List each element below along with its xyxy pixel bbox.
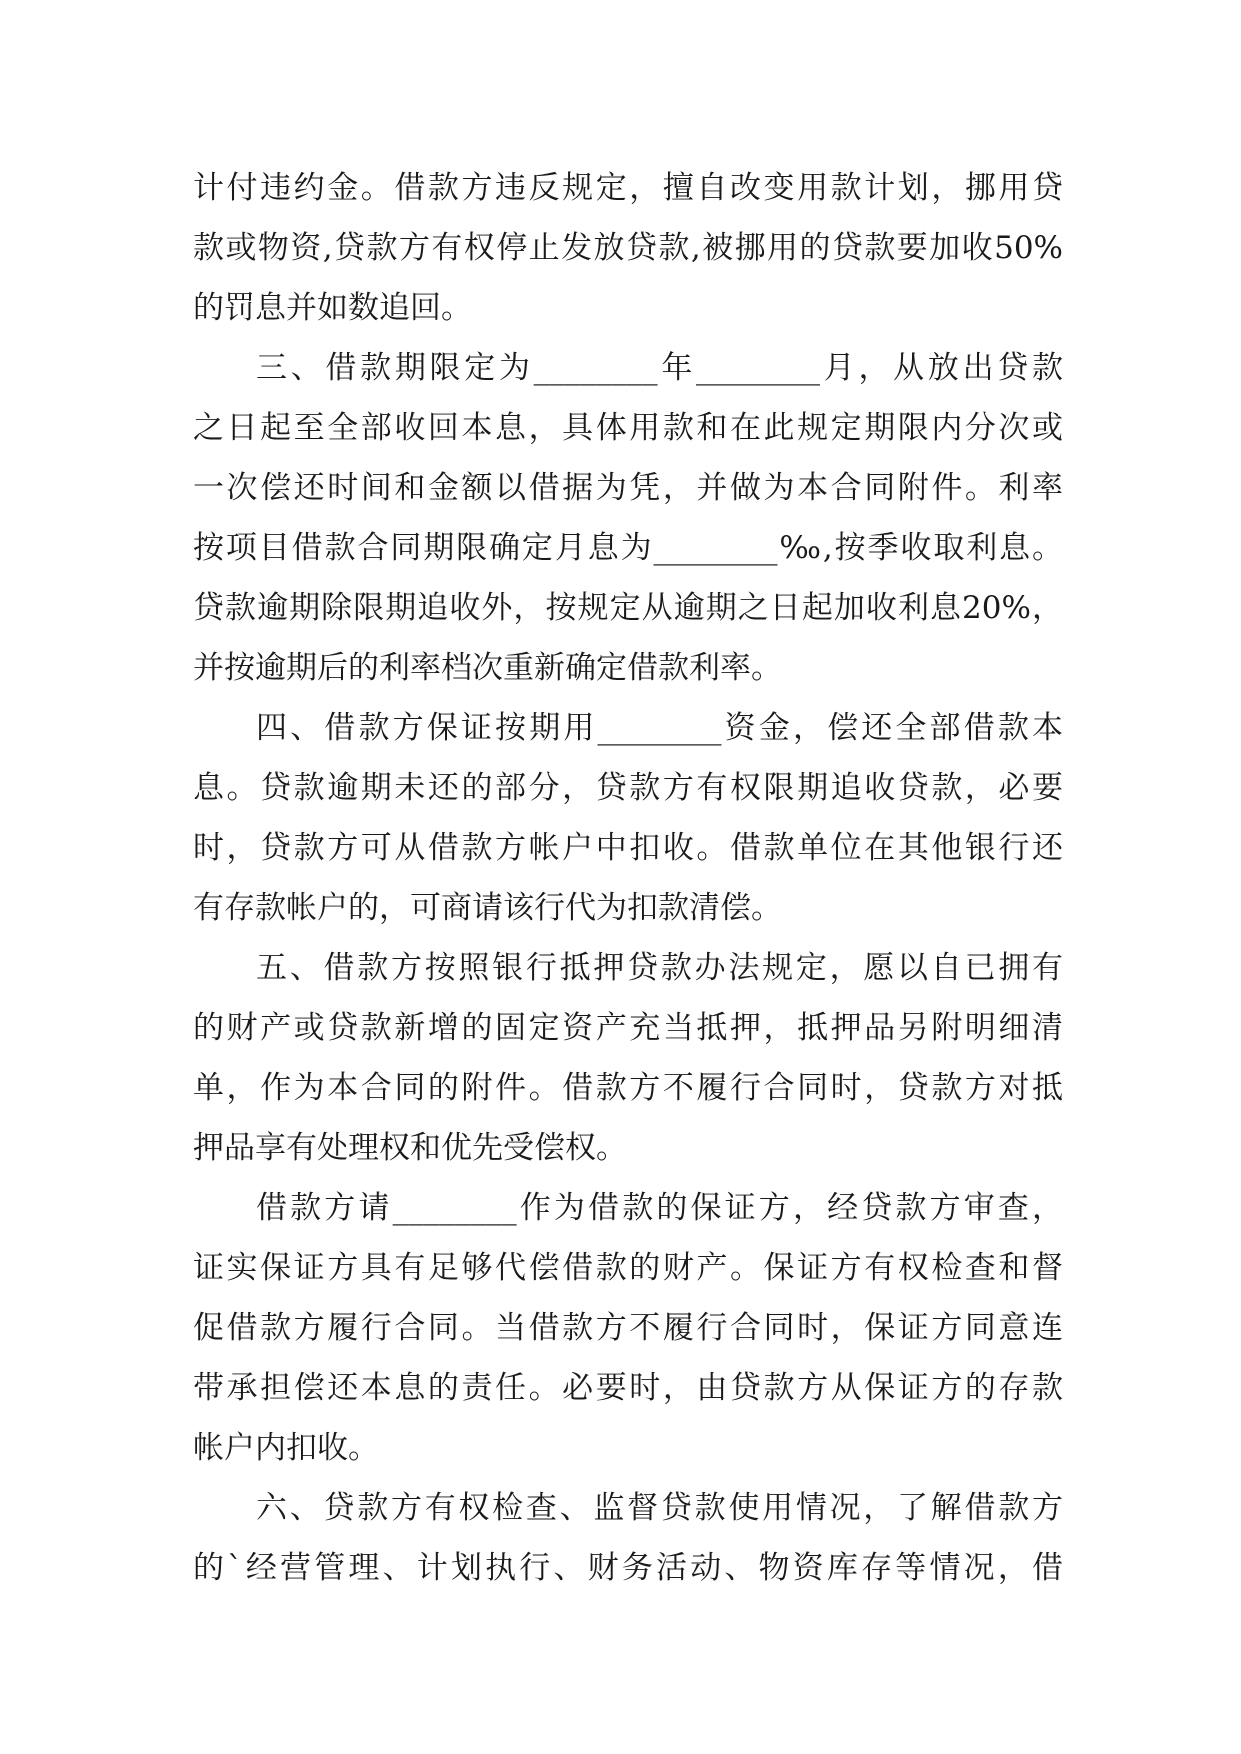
text-line: 帐户内扣收。 [193,1430,379,1466]
text-line: 之日起至全部收回本息，具体用款和在此规定期限内分次或 [193,410,1063,446]
text-line: 贷款逾期除限期追收外，按规定从逾期之日起加收利息20%， [193,590,1063,626]
text-line: 并按逾期后的利率档次重新确定借款利率。 [193,650,782,686]
text-line: 按项目借款合同期限确定月息为________‰,按季收取利息。 [193,530,1063,566]
text-line: 的财产或贷款新增的固定资产充当抵押，抵押品另附明细清 [193,1010,1063,1046]
text-line: 一次偿还时间和金额以借据为凭，并做为本合同附件。利率 [193,470,1063,506]
text-line: 息。贷款逾期未还的部分，贷款方有权限期追收贷款，必要 [193,770,1063,806]
text-line: 五、借款方按照银行抵押贷款办法规定，愿以自已拥有 [256,950,1063,986]
text-line: 六、贷款方有权检查、监督贷款使用情况，了解借款方 [256,1490,1063,1526]
text-line: 三、借款期限定为________年________月，从放出贷款 [256,350,1063,386]
text-line: 的罚息并如数追回。 [193,290,472,326]
text-line: 时，贷款方可从借款方帐户中扣收。借款单位在其他银行还 [193,830,1063,866]
text-line: 的`经营管理、计划执行、财务活动、物资库存等情况，借 [193,1550,1063,1586]
text-line: 促借款方履行合同。当借款方不履行合同时，保证方同意连 [193,1310,1063,1346]
text-line: 押品享有处理权和优先受偿权。 [193,1130,627,1166]
text-line: 四、借款方保证按期用________资金，偿还全部借款本 [256,710,1063,746]
text-line: 借款方请________作为借款的保证方，经贷款方审查， [256,1190,1063,1226]
text-line: 带承担偿还本息的责任。必要时，由贷款方从保证方的存款 [193,1370,1063,1406]
text-line: 款或物资,贷款方有权停止发放贷款,被挪用的贷款要加收50% [193,230,1063,266]
text-line: 计付违约金。借款方违反规定，擅自改变用款计划，挪用贷 [193,170,1063,206]
text-line: 有存款帐户的，可商请该行代为扣款清偿。 [193,890,782,926]
text-line: 证实保证方具有足够代偿借款的财产。保证方有权检查和督 [193,1250,1063,1286]
text-line: 单，作为本合同的附件。借款方不履行合同时，贷款方对抵 [193,1070,1063,1106]
